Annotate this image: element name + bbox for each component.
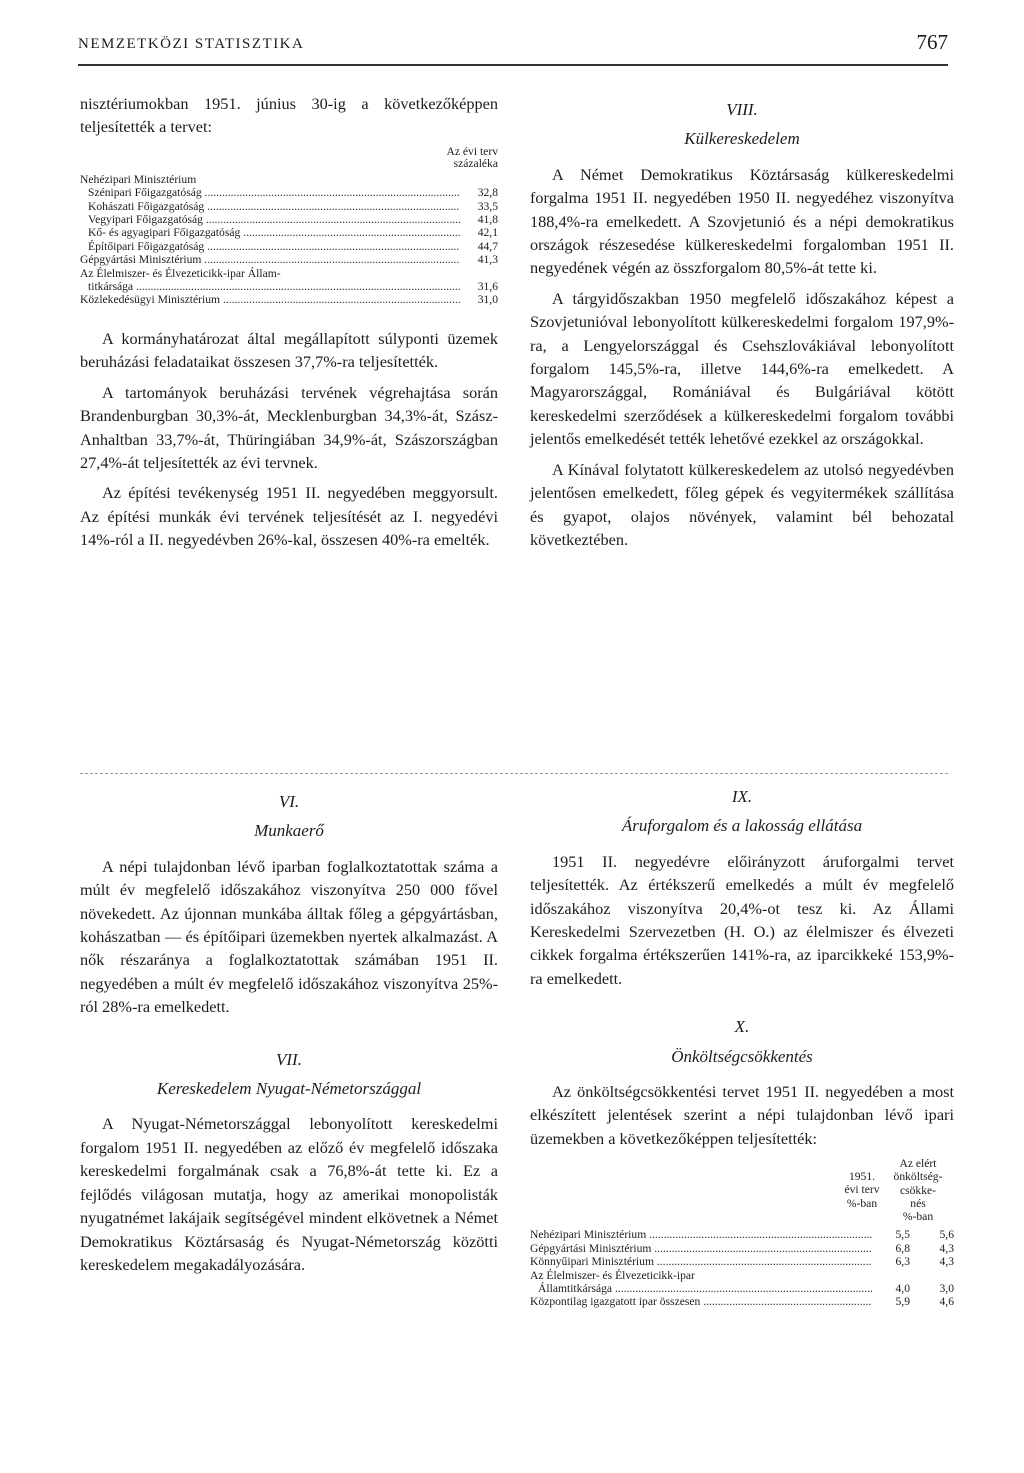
right-column-top bbox=[530, 98, 954, 558]
plan-column-header: 1951. évi terv %-ban bbox=[844, 1170, 880, 1210]
paragraph: A tárgyidőszakban 1950 megfelelő időszakához képest a Szovjetunióval lebonyolított külkereskedelmi forgalom 197,9%-ra, a Lengyelországgal és Csehszlovákiával lebonyolított forgalom 145,5%-ra, illetve 144,6%-ra emelkedett. A Magyarországgal, Romániával és Bulgáriával kötött kereskedelmi szerződések a külkereskedelmi forgalom további jelentős emelkedését tették lehetővé ezekkel az országokkal. bbox=[530, 288, 954, 449]
plan-table-header: Az évi terv százaléka bbox=[446, 144, 498, 171]
table-row: Gépgyártási Minisztérium ..... 6,8 4,3 bbox=[530, 1242, 954, 1255]
section-number: VIII. bbox=[726, 100, 758, 119]
table-row: Nehézipari Minisztérium ..... 5,5 5,6 bbox=[530, 1228, 954, 1241]
left-column-bottom bbox=[80, 790, 498, 1283]
left-column-top bbox=[80, 92, 498, 559]
section-number: VII. bbox=[276, 1049, 302, 1069]
table-row: Közlekedésügyi Minisztérium ..... 31,0 bbox=[80, 293, 498, 306]
paragraph: Az építési tevékenység 1951 II. negyedében meggyorsult. Az építési munkák évi tervének teljesítését az I. negyedévi 14%-ról a II. negyedévben 26%-kal, összesen 40%-ra emelték. bbox=[80, 483, 498, 550]
table-row: Kő- és agyagipari Főigazgatóság ..... 42,1 bbox=[80, 226, 498, 239]
paragraph: A Nyugat-Németországgal lebonyolított kereskedelmi forgalom 1951 II. negyedében az előző év megfelelő időszaka kereskedelmi forgalmának csak a 76,8%-át tette ki. Ez a fejlődés világosan mutatja, hogy az amerikai monopolisták nyugatnémet lakájaik segítségével mindent elkövetnek a Német Demokratikus Köztársaság és Nyugat-Németország közötti kereskedelem megakadályozására. bbox=[80, 1114, 498, 1274]
section-number: X. bbox=[734, 1017, 750, 1037]
table-row: Kohászati Főigazgatóság ..... 33,5 bbox=[80, 200, 498, 213]
section-title: Önköltségcsökkentés bbox=[671, 1046, 813, 1066]
table-row: Az Élelmiszer- és Élvezeticikk-ipar bbox=[530, 1268, 695, 1282]
paragraph: 1951 II. negyedévre előirányzott áruforgalmi tervet teljesítették. Az értékszerű emelkedés a múlt év megfelelő időszakához viszonyítva 20,4%-ot tesz ki. Az Állami Kereskedelmi Szervezetben (H. O.) az élelmiszer és élvezeti cikkek forgalma értékszerűen 141%-ra, az iparcikkeké 153,9%-ra emelkedett. bbox=[530, 851, 954, 988]
table-row: Az Élelmiszer- és Élvezeticikk-ipar Állam- bbox=[80, 266, 281, 280]
paragraph: Az önköltségcsökkentési tervet 1951 II. negyedében a most elkészített jelentések szerint a népi tulajdonban lévő ipari üzemekben a következőképpen teljesítették: bbox=[530, 1082, 954, 1148]
section-title: Áruforgalom és a lakosság ellátása bbox=[621, 816, 863, 836]
section-divider bbox=[80, 773, 948, 774]
section-number: IX. bbox=[731, 787, 753, 806]
table-row: Központilag igazgatott ipar összesen ..... 5,9 4,6 bbox=[530, 1295, 954, 1308]
paragraph: A kormányhatározat által megállapított súlyponti üzemek beruházási feladataikat összesen 37,7%-ra teljesítették. bbox=[80, 328, 498, 372]
page-header bbox=[78, 30, 948, 60]
paragraph: A népi tulajdonban lévő iparban foglalkoztatottak száma a múlt év megfelelő időszakához viszonyítva 250 000 fővel növekedett. Az újonnan munkába álltak főleg a gépgyártásban, kohászatban — és építőipari üzemekben nyertek alkalmazást. A nők részaránya a foglalkoztatottak számában 1951 II. negyedében a múlt év megfelelő időszakához viszonyítva 25%-ról 28%-ra emelkedett. bbox=[80, 856, 498, 1017]
running-title: NEMZETKÖZI STATISZTIKA bbox=[78, 36, 305, 52]
cost-reduction-table bbox=[530, 1157, 954, 1308]
table-row: Könnyűipari Minisztérium ..... 6,3 4,3 bbox=[530, 1255, 954, 1268]
table-row: Szénipari Főigazgatóság ..... 32,8 bbox=[80, 186, 498, 199]
header-rule bbox=[78, 64, 948, 66]
cost-table-header bbox=[530, 1157, 954, 1223]
table-row: Nehézipari Minisztérium bbox=[80, 172, 197, 186]
section-title: Külkereskedelem bbox=[684, 129, 800, 149]
section-title: Kereskedelem Nyugat-Németországgal bbox=[156, 1079, 422, 1099]
plan-table bbox=[80, 146, 498, 307]
table-row: Vegyipari Főigazgatóság ..... 41,8 bbox=[80, 213, 498, 226]
paragraph: A Kínával folytatott külkereskedelem az utolsó negyedévben jelentősen emelkedett, főleg gépek és vegyitermékek szállítása és gyapot, olajos növények, valamint bél behozatal következtében. bbox=[530, 459, 954, 549]
actual-column-header: Az elért önköltség- csökke- nés %-ban bbox=[893, 1157, 943, 1224]
paragraph: A tartományok beruházási tervének végrehajtása során Brandenburgban 30,3%-át, Mecklenburgban 34,3%-át, Szász-Anhaltban 33,7%-át, Thüringiában 34,9%-át, Szászországban 27,4%-át teljesítették az évi tervnek. bbox=[80, 382, 498, 472]
table-row: Építőipari Főigazgatóság ..... 44,7 bbox=[80, 240, 498, 253]
right-column-bottom bbox=[530, 785, 954, 1309]
section-number: VI. bbox=[278, 792, 300, 811]
paragraph: A Német Demokratikus Köztársaság külkereskedelmi forgalma 1951 II. negyedében 1950 II. negyedéhez viszonyítva 188,4%-ra emelkedett. A Szovjetunió és a népi demokratikus országok részesedése külkereskedelmi forgalomban 1951 II. negyedének végén az összforgalom 80,5%-át tette ki. bbox=[530, 164, 954, 278]
page-number: 767 bbox=[916, 30, 948, 54]
table-row: Gépgyártási Minisztérium ..... 41,3 bbox=[80, 253, 498, 266]
section-title: Munkaerő bbox=[254, 821, 324, 841]
table-row: Államtitkársága ..... 4,0 3,0 bbox=[530, 1282, 954, 1295]
table-row: titkársága ..... 31,6 bbox=[80, 280, 498, 293]
intro-paragraph: nisztériumokban 1951. június 30-ig a következőképpen teljesítették a tervet: bbox=[80, 94, 498, 137]
